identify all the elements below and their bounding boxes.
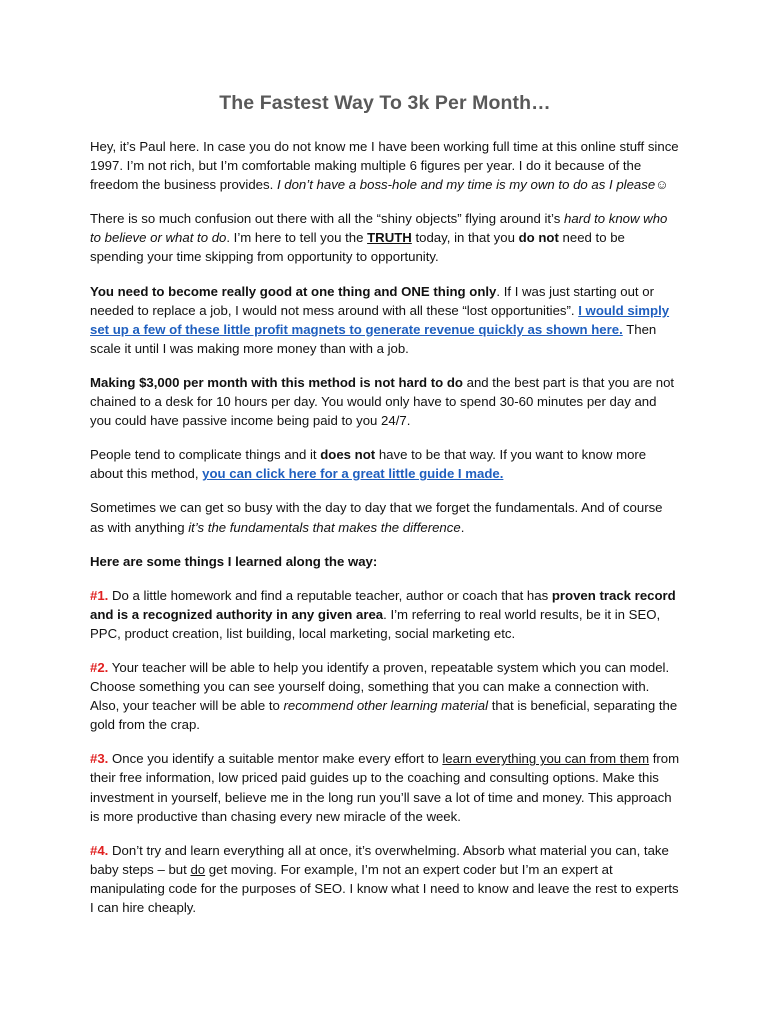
things-learned-heading: Here are some things I learned along the way: xyxy=(90,553,378,569)
list-item-1 xyxy=(90,586,680,643)
confusion-text: There is so much confusion out there with all the “shiny objects” flying around it’s xyxy=(90,211,565,227)
item-1-bold-text: proven track record and is a recognized authority in any given area xyxy=(90,587,676,622)
item-number: #3. xyxy=(90,751,109,767)
confusion-italic-text: hard to know who to believe or what to do xyxy=(90,211,668,246)
list-item-3 xyxy=(90,749,680,825)
one-thing-text: . If I was just starting out or needed to replace a job, I would not mess around with all these “lost opportunities”. xyxy=(90,283,654,318)
item-4-underlined-text: do xyxy=(190,861,206,877)
list-item-2 xyxy=(90,658,680,734)
confusion-text-3: today, in that you xyxy=(411,230,519,246)
item-number: #1. xyxy=(90,587,109,603)
intro-italic-text: I don’t have a boss-hole and my time is my own to do as I please☺ xyxy=(276,177,669,193)
intro-text: Hey, it’s Paul here. In case you do not know me I have been working full time at this online stuff since 1997. I’m not rich, but I’m comfortable making multiple 6 figures per year. I do it because of the freedom the business provides. xyxy=(90,139,679,193)
profit-magnets-link[interactable]: I would simply set up a few of these little profit magnets to generate revenue quickly as shown here. xyxy=(90,302,670,337)
complicate-text: People tend to complicate things and it xyxy=(90,447,321,463)
item-1-text-2: . I’m referring to real world results, be it in SEO, PPC, product creation, list building, local marketing, social marketing etc. xyxy=(90,606,661,641)
fundamentals-text: Sometimes we can get so busy with the day to day that we forget the fundamentals. And of course as with anything xyxy=(90,500,663,535)
complicate-paragraph xyxy=(90,445,680,483)
item-3-text: Once you identify a suitable mentor make every effort to xyxy=(108,751,443,767)
truth-text: TRUTH xyxy=(367,230,412,246)
confusion-text-4: need to be spending your time skipping from opportunity to opportunity. xyxy=(90,230,625,265)
item-4-text-2: get moving. For example, I’m not an expert coder but I’m an expert at manipulating code for the purposes of SEO. I know what I need to know and leave the rest to experts I can hire cheaply. xyxy=(90,861,679,915)
item-3-underlined-text: learn everything you can from them xyxy=(442,751,650,767)
fundamentals-paragraph xyxy=(90,498,680,536)
making-3000-paragraph xyxy=(90,373,680,430)
item-2-text-2: that is beneficial, separating the gold from the crap. xyxy=(90,698,678,733)
fundamentals-italic-text: it’s the fundamentals that makes the difference xyxy=(188,519,461,535)
making-3000-bold-text: Making $3,000 per month with this method is not hard to do xyxy=(90,374,463,390)
making-3000-text: and the best part is that you are not chained to a desk for 10 hours per day. You would only have to spend 30-60 minutes per day and you could have passive income being paid to you 24/7. xyxy=(90,374,675,429)
complicate-text-2: have to be that way. If you want to know more about this method, xyxy=(90,447,647,482)
one-thing-bold-text: You need to become really good at one thing and ONE thing only xyxy=(90,283,497,299)
one-thing-paragraph xyxy=(90,282,680,358)
do-not-text: do not xyxy=(518,230,559,246)
item-1-text: Do a little homework and find a reputable teacher, author or coach that has xyxy=(108,587,552,603)
complicate-bold-text: does not xyxy=(320,447,376,463)
item-4-text: Don’t try and learn everything all at once, it’s overwhelming. Absorb what material you can, take baby steps – but xyxy=(90,842,669,877)
item-2-italic-text: recommend other learning material xyxy=(283,698,489,714)
fundamentals-text-2: . xyxy=(460,519,465,535)
confusion-paragraph xyxy=(90,209,680,266)
item-number: #2. xyxy=(90,659,109,675)
page-title: The Fastest Way To 3k Per Month… xyxy=(219,92,551,114)
item-number: #4. xyxy=(90,842,109,858)
confusion-text-2: . I’m here to tell you the xyxy=(226,230,368,246)
item-2-text: Your teacher will be able to help you identify a proven, repeatable system which you can model. Choose something you can see yourself doing, something that you can make a connection with. Also, your teacher will be able to xyxy=(90,659,670,714)
list-item-4 xyxy=(90,841,680,917)
intro-paragraph xyxy=(90,137,680,194)
item-3-text-2: from their free information, low priced paid guides up to the coaching and consulting options. Make this investment in yourself, believe me in the long run you’ll save a lot of time and money. This approach is more productive than chasing every new miracle of the week. xyxy=(90,751,680,824)
guide-link[interactable]: you can click here for a great little guide I made. xyxy=(202,466,504,482)
one-thing-text-2: Then scale it until I was making more money than with a job. xyxy=(90,321,657,356)
